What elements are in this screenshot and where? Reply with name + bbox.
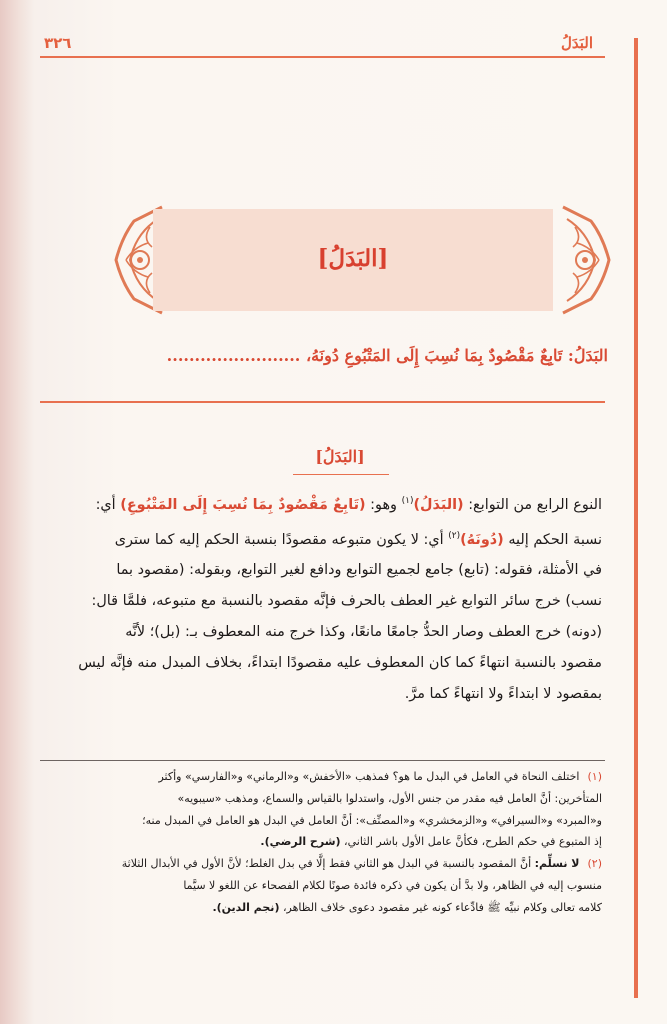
- footnote-1-line-4: [40, 831, 602, 853]
- footnote-source-ref: (شرح الرضي).: [260, 835, 341, 849]
- term-badal: (البَدَلُ): [413, 496, 464, 513]
- definition-dots: ........................: [166, 346, 301, 365]
- arabesque-ornament-right-icon: [561, 203, 613, 317]
- definition-label: البَدَلُ:: [567, 346, 608, 365]
- body-text-fragment: وهو:: [370, 496, 397, 513]
- footnote-label: لا نسلِّم:: [534, 857, 580, 871]
- body-line-6: مقصود بالنسبة انتهاءً كما كان المعطوف عليه مقصودًا ابتداءً، بخلاف المبدل منه فإنَّه ليس: [78, 655, 602, 672]
- footnote-ref-2[interactable]: (٢): [448, 530, 461, 541]
- definition-separator: [40, 401, 605, 403]
- definition-text: تَابِعٌ مَقْصُودٌ بِمَا نُسِبَ إِلَى المَتْبُوعِ دُونَهُ،: [305, 346, 563, 365]
- footnote-2-line-2: منسوب إليه في الظاهر، ولا بدَّ أن يكون في ذكره فائدة صونًا لكلام الفصحاء عن اللغو لا سيَّما: [183, 878, 602, 892]
- body-text-fragment: أي: لا يكون متبوعه مقصودًا بنسبة الحكم إليه كما سترى: [114, 531, 444, 548]
- footnote-1-line-1: [40, 766, 602, 788]
- book-page: [40, 0, 640, 1024]
- body-text-fragment: النوع الرابع من التوابع:: [468, 496, 602, 513]
- body-line-5: (دونه) خرج العطف وصار الحدُّ جامعًا مانعًا، وكذا خرج منه المعطوف بـ: (بل)؛ لأنَّه: [125, 624, 602, 641]
- footnotes: [40, 766, 602, 919]
- matn-definition: [80, 346, 608, 365]
- body-line-4: نسب) خرج سائر التوابع غير العطف بالحرف فإنَّه مقصود بالنسبة مع متبوعه، فلمَّا قال:: [91, 593, 602, 610]
- footnote-2-line-3: [40, 897, 602, 919]
- running-title: البَدَلُ: [560, 34, 593, 52]
- body-text-fragment: نسبة الحكم إليه: [508, 531, 602, 548]
- page-edge-rule: [634, 38, 638, 998]
- commentary-body: [40, 486, 602, 710]
- body-line-2: [40, 521, 602, 556]
- page-header: [40, 34, 605, 58]
- body-text-fragment: أي:: [95, 496, 116, 513]
- footnote-number-2: (٢): [587, 857, 602, 871]
- quoted-definition: (تَابِعٌ مَقْصُودٌ بِمَا نُسِبَ إِلَى المَتْبُوعِ): [120, 496, 366, 513]
- book-binding-shadow: [0, 0, 34, 1024]
- body-line-7: بمقصود لا ابتداءً ولا انتهاءً كما مرَّ.: [404, 686, 602, 703]
- footnote-text: أنَّ المقصود بالنسبة في البدل هو الثاني فقط إلَّا في بدل الغلط؛ لأنَّ الأول في الأبدال الثلاثة: [121, 857, 532, 871]
- term-dunahu: (دُونَهُ): [460, 531, 504, 548]
- footnote-1-line-3: و«المبرد» و«السيرافي» و«الزمخشري» و«المصنِّف»: أنَّ العامل في البدل هو العامل في المبدل منه؛: [142, 813, 602, 827]
- footnote-separator: [40, 760, 605, 761]
- footnote-source-ref: (نجم الدين).: [212, 900, 280, 914]
- footnote-number-1: (١): [587, 770, 602, 783]
- footnote-ref-1[interactable]: (١): [401, 496, 414, 506]
- banner-title: [البَدَلُ]: [317, 245, 389, 272]
- chapter-banner: [153, 209, 553, 311]
- footnote-text: اختلف النحاة في العامل في البدل ما هو؟ فمذهب «الأخفش» و«الرماني» و«الفارسي» وأكثر: [158, 770, 580, 783]
- body-line-1: [40, 486, 602, 521]
- body-line-3: في الأمثلة، فقوله: (تابع) جامع لجميع التوابع ودافع لغير التوابع، وبقوله: (مقصود بما: [116, 562, 602, 579]
- section-heading: [البَدَلُ]: [315, 447, 365, 466]
- footnote-2-line-1: [40, 853, 602, 875]
- footnote-text: كلامه تعالى وكلام نبيِّه ﷺ فادِّعاء كونه غير مقصود دعوى خلاف الظاهر،: [282, 900, 602, 914]
- footnote-1-line-2: المتأخرين: أنَّ العامل فيه مقدر من جنس الأول، واستدلوا بالقياس والسماع، ومذهب «سيبويه»: [177, 791, 602, 805]
- page-number: ٣٢٦: [44, 34, 72, 52]
- footnote-text: إذ المتبوع في حكم الطرح، فكأنَّ عامل الأول باشر الثاني،: [344, 835, 602, 849]
- section-heading-underline: [293, 474, 389, 475]
